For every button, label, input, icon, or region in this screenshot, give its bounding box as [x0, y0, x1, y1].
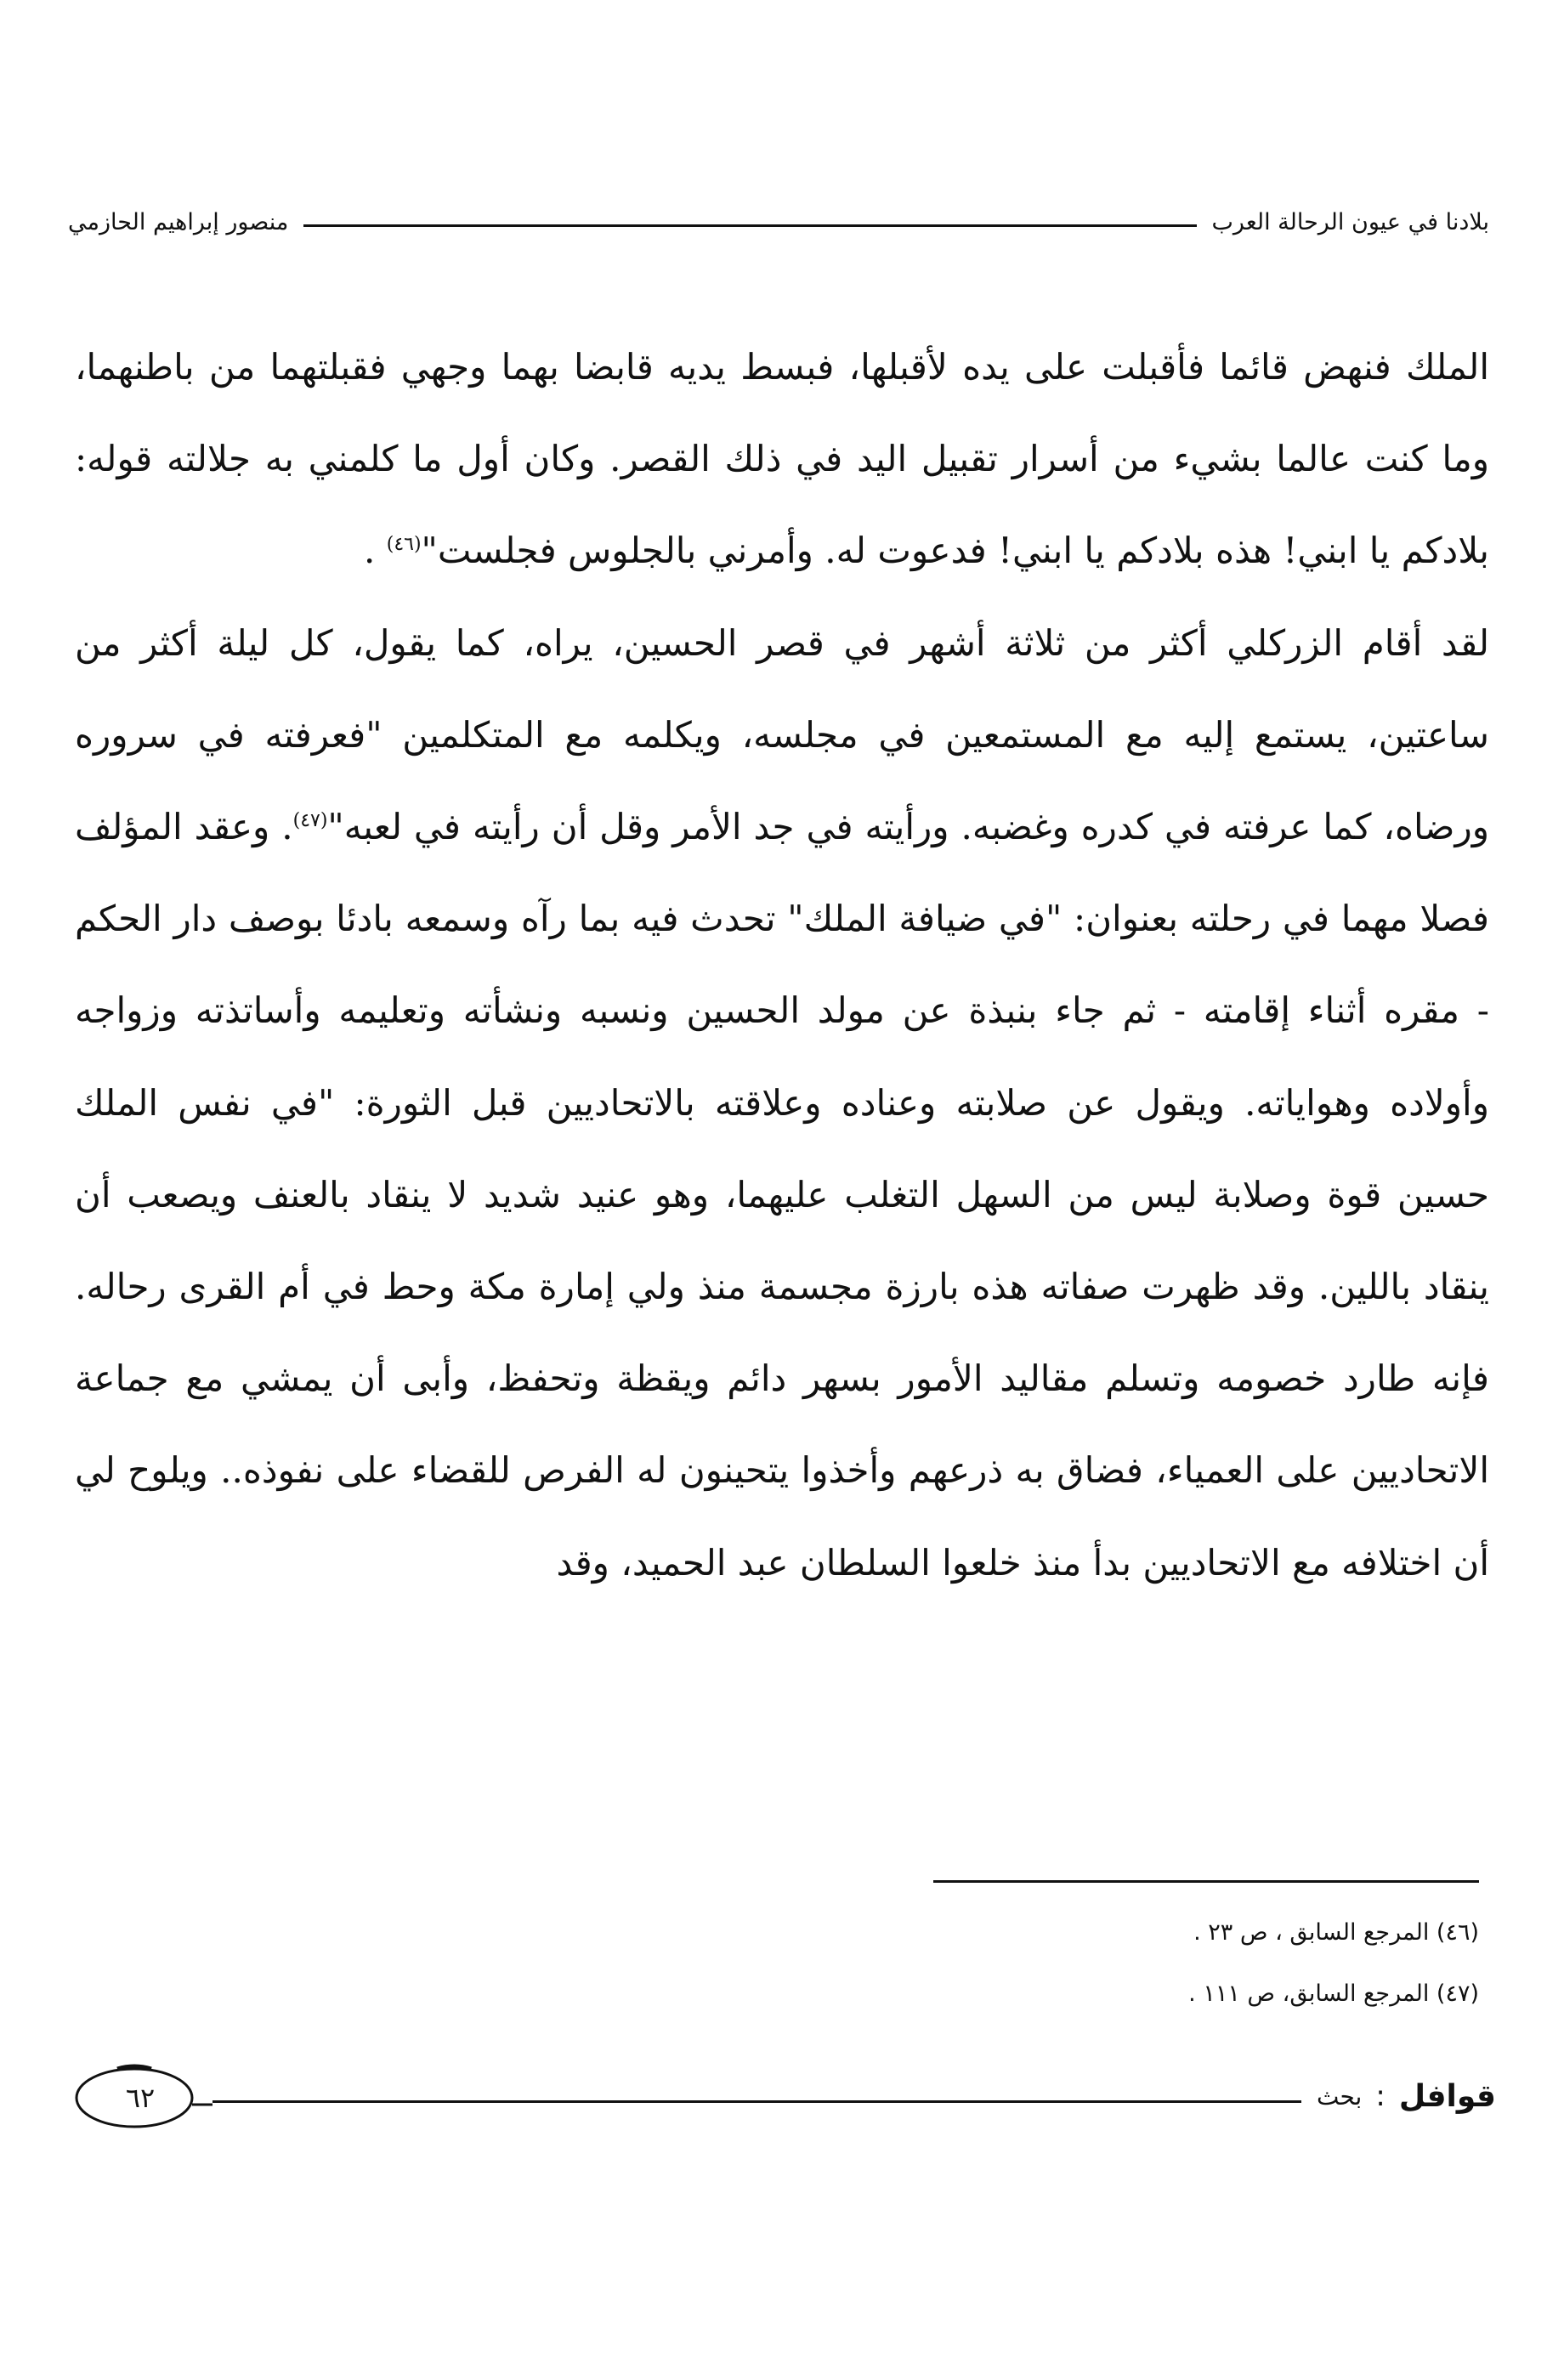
- paragraph-1-text: الملك فنهض قائما فأقبلت على يده لأقبلها، فبسط يديه قابضا بهما وجهي فقبلتهما من باطنهما، وما كنت عالما بشيء من أسرار تقبيل اليد في ذلك القصر. وكان أول ما كلمني به جلالته قوله: بلادكم يا ابني! هذه بلادكم يا ابني! فدعوت له. وأمرني بالجلوس فجلست": [75, 346, 1489, 572]
- paragraph-2-text-a: لقد أقام الزركلي أكثر من ثلاثة أشهر في قصر الحسين، يراه، كما يقول، كل ليلة أكثر من ساعتين، يستمع إليه مع المستمعين في مجلسه، ويكلمه مع المتكلمين "فعرفته في سروره ورضاه، كما عرفته في كدره وغضبه. ورأيته في جد الأمر وقل أن رأيته في لعبه": [75, 621, 1490, 848]
- footnote-rule: [933, 1880, 1479, 1883]
- page-footer: [68, 2060, 1496, 2132]
- paragraph-2: [75, 598, 1489, 1609]
- footnote-ref-47: (٤٧): [292, 810, 328, 832]
- section-label: بحث: [1316, 2082, 1363, 2111]
- footnote-46: (٤٦) المرجع السابق ، ص ٢٣ .: [1193, 1919, 1479, 1946]
- footnotes: [884, 1902, 1479, 2025]
- paragraph-1: [75, 321, 1489, 598]
- footer-separator: :: [1375, 2079, 1386, 2113]
- page-number-badge: [68, 2060, 212, 2132]
- journal-name: قوافل: [1398, 2078, 1496, 2114]
- paragraph-2-text-b: . وعقد المؤلف فصلا مهما في رحلته بعنوان: "في ضيافة الملك" تحدث فيه بما رآه وسمعه بادئا بوصف دار الحكم - مقره أثناء إقامته - ثم جاء بنبذة عن مولد الحسين ونسبه ونشأته وتعليمه وأساتذته وزواجه وأولاده وهواياته. ويقول عن صلابته وعناده وعلاقته بالاتحاديين قبل الثورة: "في نفس الملك حسين قوة وصلابة ليس من السهل التغلب عليهما، وهو عنيد شديد لا ينقاد بالعنف ويصعب أن ينقاد باللين. وقد ظهرت صفاته هذه بارزة مجسمة منذ ولي إمارة مكة وحط في أم القرى رحاله. فإنه طارد خصومه وتسلم مقاليد الأمور بسهر دائم ويقظة وتحفظ، وأبى أن يمشي مع جماعة الاتحاديين على العمياء، فضاق به ذرعهم وأخذوا يتحينون له الفرص للقضاء على نفوذه.. ويلوح لي أن اختلافه مع الاتحاديين بدأ منذ خلعوا السلطان عبد الحميد، وقد: [75, 806, 1489, 1584]
- running-header: [68, 192, 1489, 252]
- paragraph-1-end: .: [364, 530, 387, 572]
- footnote-47: (٤٧) المرجع السابق، ص ١١١ .: [1188, 1980, 1479, 2007]
- footnote-ref-46: (٤٦): [386, 534, 422, 556]
- page-number: ٦٢: [125, 2082, 156, 2114]
- header-rule: [303, 224, 1196, 227]
- author-name: منصور إبراهيم الحازمي: [68, 208, 289, 235]
- body-text: [75, 321, 1489, 1609]
- footer-rule: [212, 2100, 1301, 2103]
- book-title: بلادنا في عيون الرحالة العرب: [1211, 208, 1489, 235]
